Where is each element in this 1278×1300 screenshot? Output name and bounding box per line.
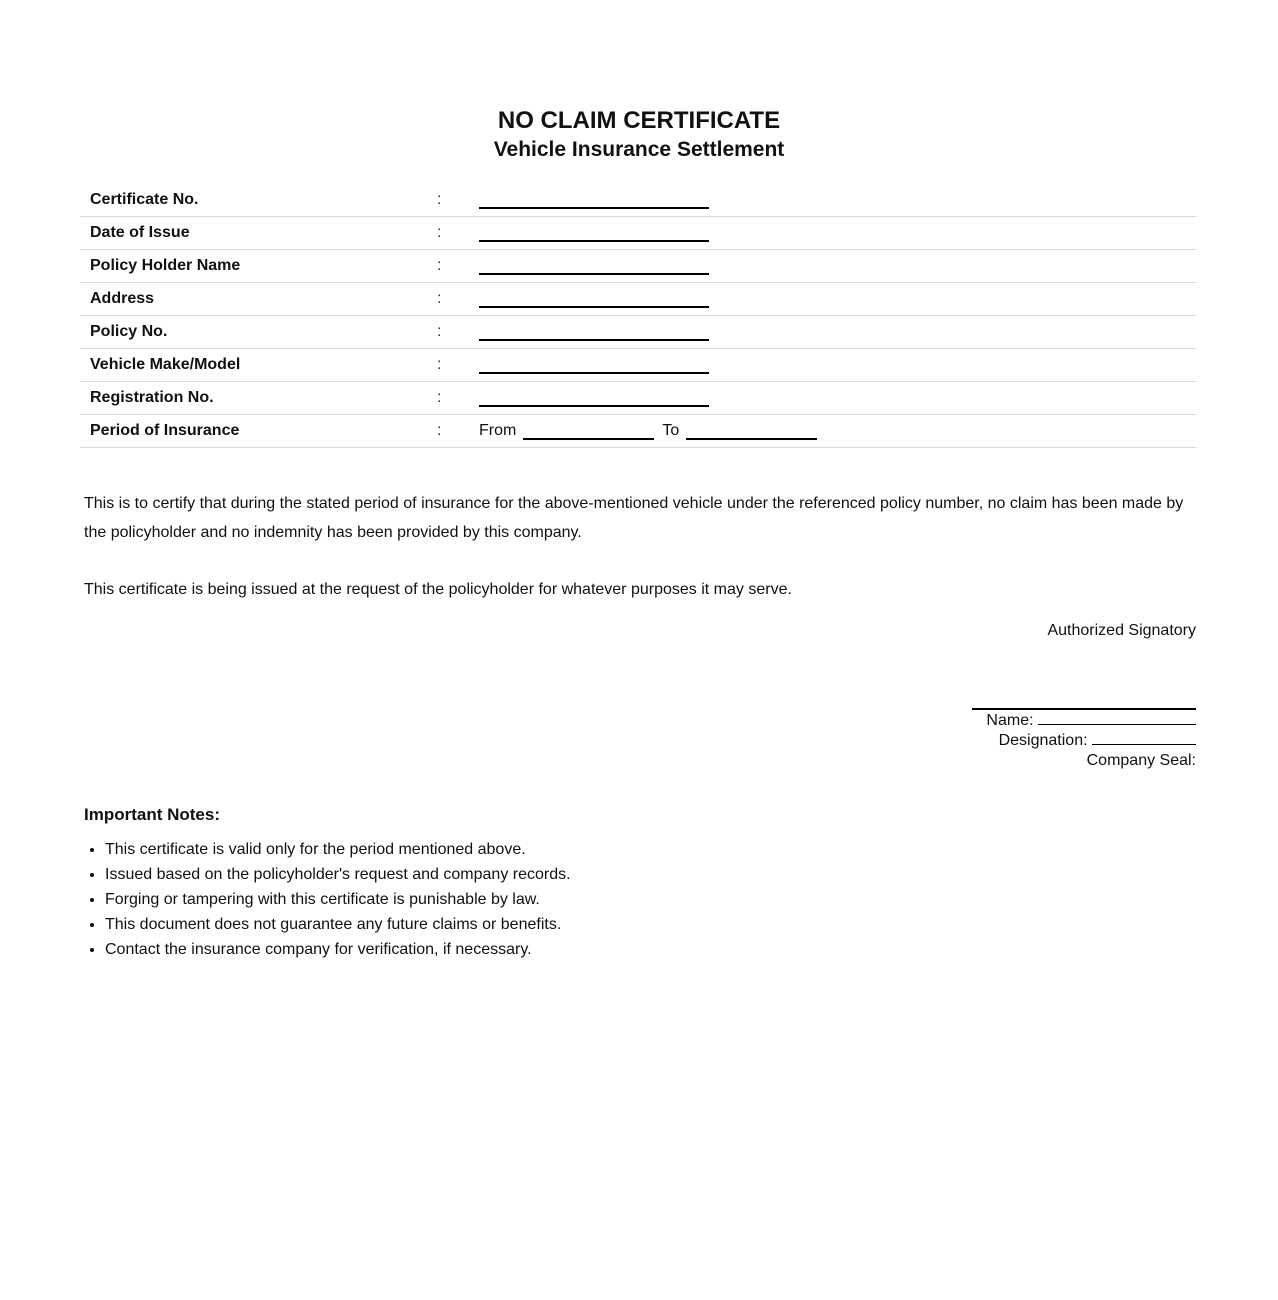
field-colon: :: [437, 224, 442, 241]
document-header: [0, 106, 1278, 163]
note-item: • Forging or tampering with this certificate is punishable by law.: [105, 887, 804, 912]
field-row-registration-no: [80, 382, 1196, 415]
note-item: • This document does not guarantee any future claims or benefits.: [105, 912, 804, 937]
important-notes-section: [84, 805, 804, 962]
blank-line: [479, 390, 709, 407]
field-value: [479, 192, 1196, 209]
field-row-certificate-no: [80, 184, 1196, 217]
name-blank-line: [1038, 711, 1196, 725]
field-row-date-of-issue: [80, 217, 1196, 250]
field-colon: :: [437, 191, 442, 208]
period-from-label: From: [479, 422, 517, 439]
field-label: Certificate No.: [90, 191, 199, 208]
field-label: Vehicle Make/Model: [90, 356, 241, 373]
important-notes-heading: Important Notes:: [84, 805, 220, 824]
issuance-paragraph: This certificate is being issued at the request of the policyholder for whatever purposes it may serve.: [84, 581, 792, 598]
field-colon: :: [437, 323, 442, 340]
certification-paragraph: This is to certify that during the stated period of insurance for the above-mentioned vehicle under the referenced policy number, no claim has been made by the policyholder and no indemnity has been provided by this company.: [84, 495, 1184, 541]
field-row-vehicle-make-model: [80, 349, 1196, 382]
field-row-period-of-insurance: [80, 415, 1196, 448]
authorized-signatory-label: Authorized Signatory: [1047, 622, 1196, 639]
field-value: [479, 324, 1196, 341]
blank-line: [479, 357, 709, 374]
blank-line: [479, 324, 709, 341]
name-label: Name:: [986, 712, 1034, 729]
field-value: [479, 357, 1196, 374]
field-label: Policy Holder Name: [90, 257, 241, 274]
field-colon: :: [437, 290, 442, 307]
company-seal-label: Company Seal:: [1086, 752, 1196, 769]
field-label: Registration No.: [90, 389, 214, 406]
period-from-blank-line: [523, 423, 654, 440]
blank-line: [479, 192, 709, 209]
field-colon: :: [437, 422, 442, 439]
blank-line: [479, 291, 709, 308]
field-label: Date of Issue: [90, 224, 190, 241]
blank-line: [479, 225, 709, 242]
fields-table: [80, 184, 1196, 448]
field-colon: :: [437, 389, 442, 406]
field-row-policy-no: [80, 316, 1196, 349]
field-value: [479, 291, 1196, 308]
field-value: [479, 422, 1196, 440]
field-colon: :: [437, 356, 442, 373]
field-row-policy-holder-name: [80, 250, 1196, 283]
note-item: • This certificate is valid only for the period mentioned above.: [105, 837, 804, 862]
field-value: [479, 225, 1196, 242]
document-title: NO CLAIM CERTIFICATE: [497, 107, 781, 134]
important-notes-list: [84, 837, 804, 962]
document-subtitle: Vehicle Insurance Settlement: [493, 138, 785, 161]
blank-line: [479, 258, 709, 275]
period-to-label: To: [662, 422, 680, 439]
field-colon: :: [437, 257, 442, 274]
field-value: [479, 390, 1196, 407]
period-to-blank-line: [686, 423, 817, 440]
note-item: • Issued based on the policyholder's request and company records.: [105, 862, 804, 887]
designation-blank-line: [1092, 731, 1196, 745]
field-label: Policy No.: [90, 323, 168, 340]
note-item: • Contact the insurance company for verification, if necessary.: [105, 937, 804, 962]
field-value: [479, 258, 1196, 275]
signature-name-row: [972, 711, 1196, 731]
field-label: Address: [90, 290, 155, 307]
field-label: Period of Insurance: [90, 422, 240, 439]
designation-label: Designation:: [998, 732, 1088, 749]
signature-block: [972, 708, 1196, 771]
field-row-address: [80, 283, 1196, 316]
signature-line: [972, 708, 1196, 710]
signature-designation-row: [972, 731, 1196, 751]
